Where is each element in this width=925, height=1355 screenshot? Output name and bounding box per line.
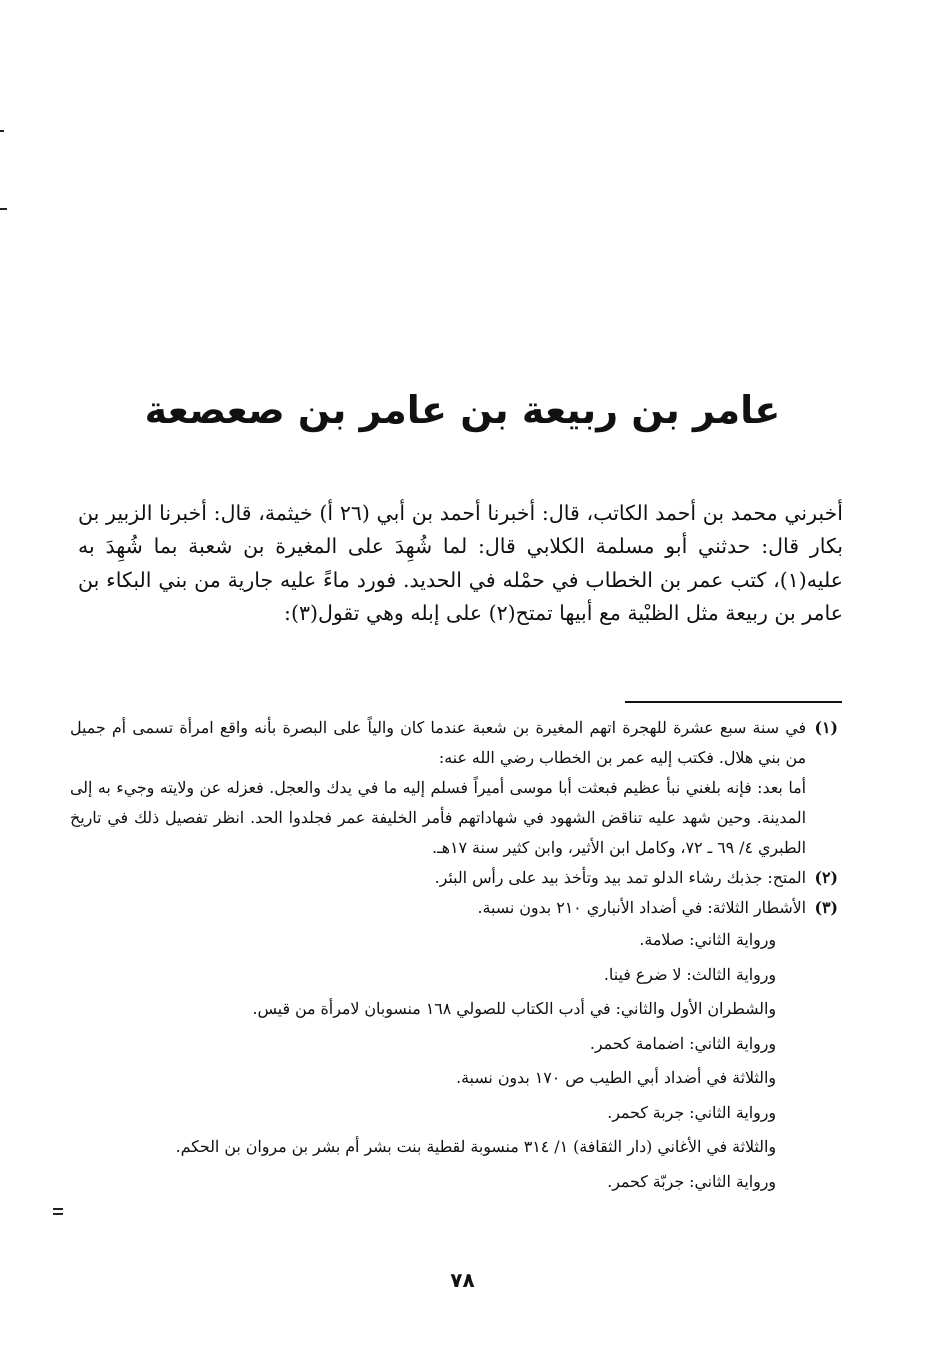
chapter-title: عامر بن ربيعة بن عامر بن صعصعة <box>144 388 781 432</box>
margin-mark <box>0 130 4 132</box>
footnote-number: (٣) <box>814 898 838 917</box>
footnote-separator <box>625 701 842 703</box>
variant-line: والثلاثة في الأغاني (دار الثقافة) ١/ ٣١٤ منسوبة لقطية بنت بشر أم بشر بن مروان بن الحكم. <box>175 1137 776 1156</box>
variant-line: ورواية الثاني: جربة كحمر. <box>607 1102 776 1122</box>
footnote-text <box>70 713 806 863</box>
footnote-number: (١) <box>814 718 838 737</box>
variant-line: ورواية الثاني: اضمامة كحمر. <box>589 1033 776 1053</box>
variant-line: ورواية الثالث: لا ضرع فينا. <box>603 964 776 984</box>
main-text <box>78 497 843 630</box>
footnote-line: المتح: جذبك رشاء الدلو تمد بيد وتأخذ بيد على رأس البئر. <box>434 868 806 887</box>
footnote-line: الأشطار الثلاثة: في أضداد الأنباري ٢١٠ بدون نسبة. <box>477 898 806 917</box>
footnote-3 <box>70 893 838 923</box>
body-paragraph: أخبرني محمد بن أحمد الكاتب، قال: أخبرنا أحمد بن أبي (٢٦ أ) خيثمة، قال: أخبرنا الزبير بن بكار قال: حدثني أبو مسلمة الكلابي قال: لما شُهِدَ على المغيرة بن شعبة بما شُهِدَ به عليه(١)، كتب عمر بن الخطاب في حمْله في الحديد. فورد ماءً عليه جارية من بني البكاء بن عامر بن ربيعة مثل الظبْية مع أبيها تمتح(٢) على إبله وهي تقول(٣): <box>78 501 843 625</box>
margin-mark <box>53 1208 63 1210</box>
variant-line: والشطران الأول والثاني: في أدب الكتاب للصولي ١٦٨ منسوبان لامرأة من قيس. <box>252 999 776 1018</box>
margin-mark <box>0 208 7 210</box>
page-number: ٧٨ <box>450 1268 475 1292</box>
margin-mark <box>53 1213 63 1215</box>
variant-line: ورواية الثاني: صلامة. <box>639 930 776 949</box>
footnote-number: (٢) <box>814 868 838 887</box>
variant-line: ورواية الثاني: جربّة كحمر. <box>607 1171 776 1191</box>
footnote-text <box>70 863 806 893</box>
footnotes <box>70 713 838 1199</box>
footnote-2 <box>70 863 838 893</box>
footnote-3-variants <box>70 923 838 1199</box>
footnote-line: أما بعد: فإنه بلغني نبأ عظيم فبعثت أبا موسى أميراً فسلم إليه ما في يدك والعجل. فعزله عن ولايته وجيء به إلى المدينة. وحين شهد عليه تناقض الشهود في شهاداتهم فأمر الخليفة عمر فجلدوا الحد. انظر تفصيل ذلك في تاريخ الطبري ٤/ ٦٩ ـ ٧٢، وكامل ابن الأثير، وابن كثير سنة ١٧هـ. <box>70 778 806 857</box>
variant-line: والثلاثة في أضداد أبي الطيب ص ١٧٠ بدون نسبة. <box>456 1068 776 1087</box>
footnote-1 <box>70 713 838 863</box>
footnote-text <box>70 893 806 923</box>
footnote-line: في سنة سبع عشرة للهجرة اتهم المغيرة بن شعبة عندما كان والياً على البصرة بأنه واقع امرأة تسمى أم جميل من بني هلال. فكتب إليه عمر بن الخطاب رضي الله عنه: <box>70 718 806 767</box>
